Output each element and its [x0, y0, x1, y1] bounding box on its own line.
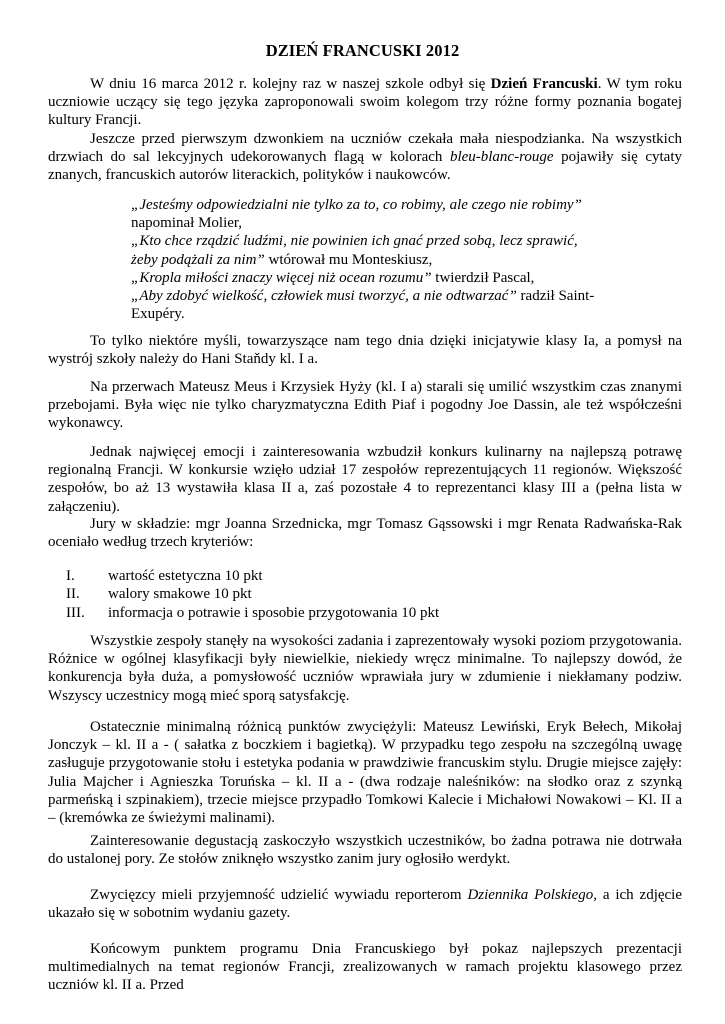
flag-colors-italic: bleu-blanc-rouge [449, 149, 554, 166]
event-name-bold: Dzień Francuski [490, 76, 598, 92]
paragraph-interview: Zwycięzcy mieli przyjemność udzielić wywiadu reporterom Dziennika Polskiego, a ich zdjęcie ukazało się w sobotnim wydaniu gazety. [48, 887, 682, 922]
quotes-block [131, 196, 598, 323]
quote-item: „Aby zdobyć wielkość, człowiek musi tworzyć, a nie odtwarzać” radził Saint-Exupéry. [131, 288, 595, 323]
newspaper-name-italic: Dziennika Polskiego [467, 887, 594, 903]
paragraph-presentations: Końcowym punktem programu Dnia Francuskiego był pokaz najlepszych prezentacji multimedialnych na temat regionów Francji, zrealizowanych w ramach projektu klasowego przez uczniów kl. II a. Przed [48, 941, 682, 994]
quote-item: „Kto chce rządzić ludźmi, nie powinien ich gnać przed sobą, lecz sprawić, żeby podążali za nim” wtórował mu Monteskiusz, [131, 233, 578, 268]
criteria-item: I. wartość estetyczna 10 pkt [66, 568, 263, 584]
paragraph-surprise: Jeszcze przed pierwszym dzwonkiem na uczniów czekała mała niespodzianka. Na wszystkich drzwiach do sal lekcyjnych udekorowanych flagą w kolorach bleu-blanc-rouge pojawiły się cytaty znanych, francuskich autorów literackich, polityków i naukowców. [48, 131, 682, 184]
paragraph-contest: Jednak najwięcej emocji i zainteresowania wzbudził konkurs kulinarny na najlepszą potrawę regionalną Francji. W konkursie wzięło udział 17 zespołów reprezentujących 11 regionów. Większość zespołów, bo aż 13 wystawiła klasa II a, zaś pozostałe 4 to reprezentanci klasy III a (pełna lista w załączeniu). [48, 444, 682, 515]
quote-item: „Kropla miłości znaczy więcej niż ocean rozumu” twierdził Pascal, [131, 269, 535, 286]
paragraph-tasting: Zainteresowanie degustacją zaskoczyło wszystkich uczestników, bo żadna potrawa nie dotrwała do ustalonej pory. Ze stołów zniknęło wszystko zanim jury ogłosiło werdykt. [48, 833, 682, 868]
paragraph-thoughts: To tylko niektóre myśli, towarzyszące nam tego dnia dzięki inicjatywie klasy Ia, a pomysł na wystrój szkoły należy do Hani Staňdy kl. I a. [48, 333, 682, 368]
paragraph-winners: Ostatecznie minimalną różnicą punktów zwyciężyli: Mateusz Lewiński, Eryk Bełech, Mikołaj Jonczyk – kl. II a - ( sałatka z boczkiem i bagietką). W przypadku tego zespołu na szczególną uwagę zasługuje przygotowanie stołu i estetyka podania w prawdziwie francuskim stylu. Drugie miejsce zajęły: Julia Majcher i Agnieszka Toruńska – kl. II a - (dwa rodzaje naleśników: na słodko oraz z szynką parmeńską i szpinakiem), trzecie miejsce przypadło Tomkowi Kalecie i Michałowi Nowakowi – Kl. II a – (kremówka ze świeżymi malinami). [48, 719, 682, 827]
criteria-list [66, 567, 439, 622]
paragraph-teams: Wszystkie zespoły stanęły na wysokości zadania i zaprezentowały wysoki poziom przygotowania. Różnice w ogólnej klasyfikacji były niewielkie, niekiedy wręcz minimalne. To najlepszy dowód, że konkurencja była duża, a pomysłowość uczniów wprawiała jury w zdumienie i niekłamany podziw. Wszyscy uczestnicy mogą mieć sporą satysfakcję. [48, 633, 682, 704]
criteria-item: II. walory smakowe 10 pkt [66, 586, 252, 603]
paragraph-jury: Jury w składzie: mgr Joanna Srzednicka, mgr Tomasz Gąssowski i mgr Renata Radwańska-Rak oceniało według trzech kryteriów: [48, 516, 682, 551]
quote-item: „Jesteśmy odpowiedzialni nie tylko za to, co robimy, ale czego nie robimy” napominał Molier, [131, 197, 582, 232]
criteria-item: III. informacja o potrawie i sposobie przygotowania 10 pkt [66, 604, 440, 621]
paragraph-music: Na przerwach Mateusz Meus i Krzysiek Hyży (kl. I a) starali się umilić wszystkim czas znanymi przebojami. Była więc nie tylko charyzmatyczna Edith Piaf i pogodny Joe Dassin, ale też współcześni wykonawcy. [48, 379, 682, 432]
page-title: DZIEŃ FRANCUSKI 2012 [265, 41, 460, 60]
paragraph-intro: W dniu 16 marca 2012 r. kolejny raz w naszej szkole odbył się Dzień Francuski. W tym roku uczniowie uczący się tego języka zaproponowali swoim kolegom trzy różne formy poznania bogatej kultury Francji. [48, 76, 683, 129]
